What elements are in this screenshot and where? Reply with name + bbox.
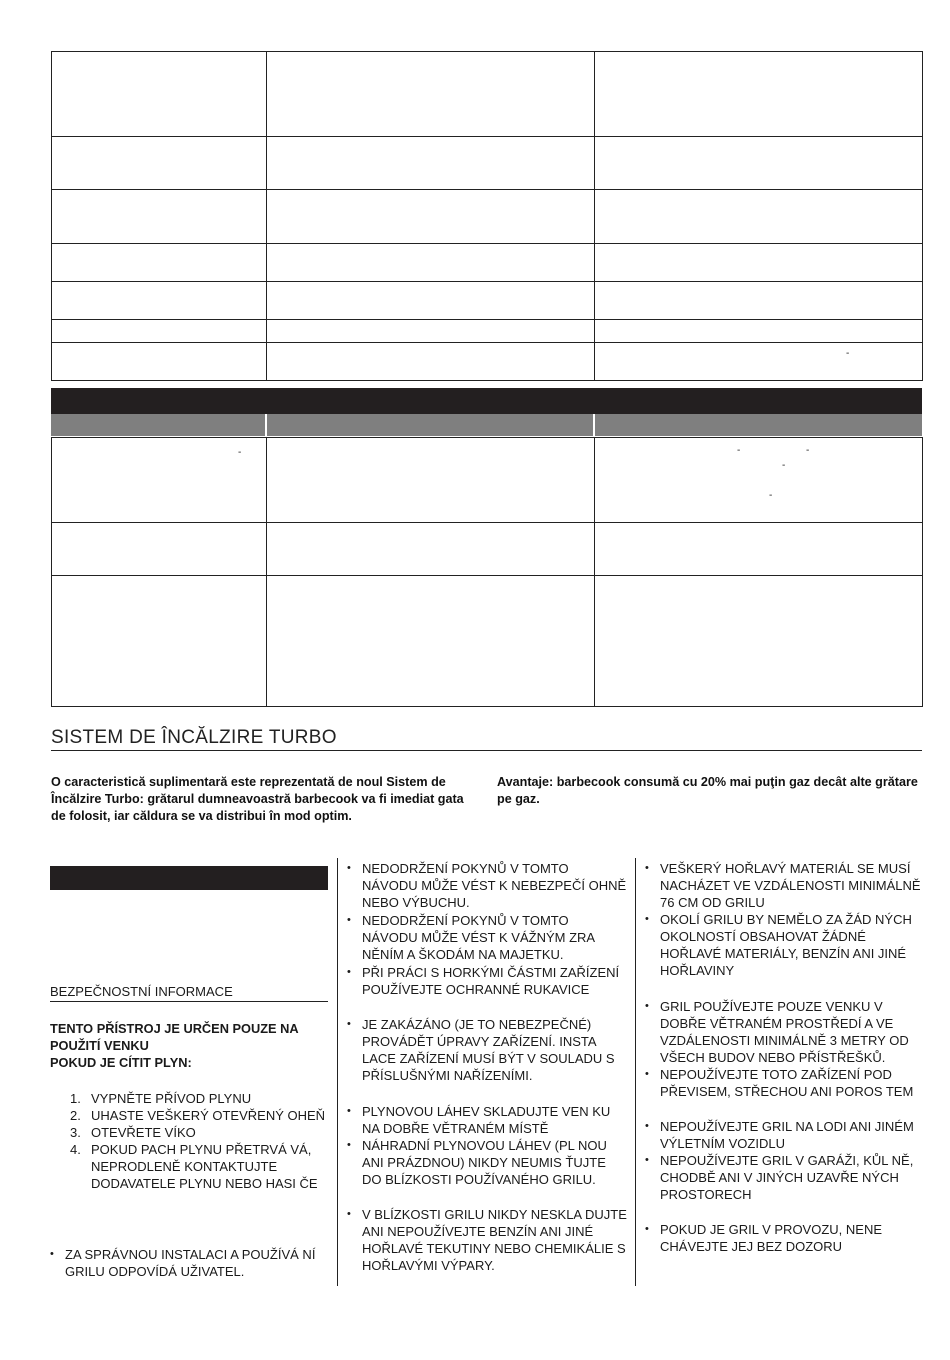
column-divider: [337, 858, 338, 1286]
table-cell: [267, 320, 595, 343]
table-cell: [52, 320, 267, 343]
dash-mark: -: [769, 490, 773, 501]
safety-header-bar: [50, 866, 328, 890]
bullet-icon: •: [347, 862, 351, 874]
column-divider: [635, 858, 636, 1286]
header-divider: [593, 414, 595, 436]
table-row: [52, 282, 923, 320]
table-cell: [595, 438, 923, 523]
safety-warning: [50, 1020, 328, 1071]
table-cell: [52, 576, 267, 707]
bullet-icon: •: [645, 1223, 649, 1235]
lower-table: [51, 437, 923, 707]
bullet-icon: •: [645, 1154, 649, 1166]
bullet-icon: •: [347, 1105, 351, 1117]
bullet-icon: •: [347, 966, 351, 978]
table-title-bar: [51, 388, 922, 414]
bullet-icon: •: [50, 1248, 54, 1260]
table-row: [52, 52, 923, 137]
dash-mark: -: [782, 460, 786, 471]
table-header-bar: [51, 414, 922, 436]
bullet-icon: •: [645, 1000, 649, 1012]
dash-mark: -: [846, 348, 850, 359]
upper-table: [51, 51, 923, 381]
bullet-icon: •: [347, 1208, 351, 1220]
list-item: • VEŠKERÝ HOŘLAVÝ MATERIÁL SE MUSÍ NACHÁZET VE VZDÁLENOSTI MINIMÁLNĚ 76 CM OD GRILU: [645, 861, 921, 910]
turbo-advantages: Avantaje: barbecook consumă cu 20% mai puţin gaz decât alte grătare pe gaz.: [497, 775, 918, 806]
table-cell: [52, 190, 267, 244]
table-row: [52, 320, 923, 343]
table-cell: [52, 523, 267, 576]
gas-smell-warning: POKUD JE CÍTIT PLYN:: [50, 1055, 192, 1070]
table-row: [52, 244, 923, 282]
table-cell: [52, 52, 267, 137]
list-item: • NEPOUŽÍVEJTE GRIL V GARÁŽI, KŮL NĚ, CHODBĚ ANI V JINÝCH UZAVŘE NÝCH PROSTORECH: [645, 1153, 914, 1202]
table-cell: [595, 576, 923, 707]
table-cell: [595, 523, 923, 576]
bullet-icon: •: [645, 862, 649, 874]
table-cell: [595, 343, 923, 381]
table-cell: [267, 190, 595, 244]
section-title: SISTEM DE ÎNCĂLZIRE TURBO: [51, 728, 922, 751]
table-cell: [595, 52, 923, 137]
list-item: • NÁHRADNÍ PLYNOVOU LÁHEV (PL NOU ANI PRÁZDNOU) NIKDY NEUMIS ŤUJTE DO BLÍZKOSTI POUŽÍVANÉHO GRILU.: [347, 1138, 607, 1187]
dash-mark: -: [238, 447, 242, 458]
header-divider: [265, 414, 267, 436]
table-cell: [267, 523, 595, 576]
dash-mark: -: [806, 445, 810, 456]
list-item: 1. VYPNĚTE PŘÍVOD PLYNU: [70, 1091, 252, 1106]
safety-title: BEZPEČNOSTNÍ INFORMACE: [50, 984, 328, 1002]
list-item: • GRIL POUŽÍVEJTE POUZE VENKU V DOBŘE VĚTRANÉM PROSTŘEDÍ A VE VZDÁLENOSTI MINIMÁLNĚ 3 METRY OD VŠECH BUDOV NEBO PŘÍSTŘEŠKŮ.: [645, 999, 909, 1065]
table-cell: [595, 137, 923, 190]
table-cell: [52, 244, 267, 282]
bullet-icon: •: [347, 1018, 351, 1030]
table-row: [52, 576, 923, 707]
bullet-icon: •: [347, 914, 351, 926]
list-item: • JE ZAKÁZÁNO (JE TO NEBEZPEČNÉ) PROVÁDĚT ÚPRAVY ZAŘÍZENÍ. INSTA LACE ZAŘÍZENÍ MUSÍ BÝT V SOULADU S PŘÍSLUŠNÝMI NAŘÍZENÍMI.: [347, 1017, 615, 1083]
table-cell: [595, 320, 923, 343]
table-cell: [267, 438, 595, 523]
table-row: [52, 137, 923, 190]
list-item: • PŘI PRÁCI S HORKÝMI ČÁSTMI ZAŘÍZENÍ POUŽÍVEJTE OCHRANNÉ RUKAVICE: [347, 965, 620, 997]
table-cell: [52, 282, 267, 320]
bullet-icon: •: [645, 1120, 649, 1132]
list-item: 2. UHASTE VEŠKERÝ OTEVŘENÝ OHEŇ: [70, 1108, 326, 1123]
turbo-intro: O caracteristică suplimentară este reprezentată de noul Sistem de Încălzire Turbo: grătarul dumneavoastră barbecook va fi imediat gata de folosit, iar căldura se va distribui în mod optim.: [51, 775, 464, 823]
list-item: • V BLÍZKOSTI GRILU NIKDY NESKLA DUJTE ANI NEPOUŽÍVEJTE BENZÍN ANI JINÉ HOŘLAVÉ TEKUTINY NEBO CHEMIKÁLIE S HOŘLAVÝMI VÝPARY.: [347, 1207, 627, 1273]
list-item: • NEDODRŽENÍ POKYNŮ V TOMTO NÁVODU MŮŽE VÉST K VÁŽNÝM ZRA NĚNÍM A ŠKODÁM NA MAJETKU.: [347, 913, 595, 962]
list-item: • NEDODRŽENÍ POKYNŮ V TOMTO NÁVODU MŮŽE VÉST K NEBEZPEČÍ OHNĚ NEBO VÝBUCHU.: [347, 861, 627, 910]
list-item: • NEPOUŽÍVEJTE TOTO ZAŘÍZENÍ POD PŘEVISEM, STŘECHOU ANI POROS TEM: [645, 1067, 914, 1099]
table-row: [52, 438, 923, 523]
bullet-icon: •: [645, 1068, 649, 1080]
list-item: 4. POKUD PACH PLYNU PŘETRVÁ VÁ, NEPRODLENĚ KONTAKTUJTE DODAVATELE PLYNU NEBO HASI ČE: [70, 1142, 318, 1191]
table-cell: [595, 282, 923, 320]
table-row: [52, 343, 923, 381]
table-cell: [52, 343, 267, 381]
table-row: [52, 190, 923, 244]
table-cell: [267, 52, 595, 137]
dash-mark: -: [737, 445, 741, 456]
outdoor-use-warning: TENTO PŘÍSTROJ JE URČEN POUZE NA POUŽITÍ VENKU: [50, 1021, 299, 1053]
list-item: • POKUD JE GRIL V PROVOZU, NENE CHÁVEJTE JEJ BEZ DOZORU: [645, 1222, 883, 1254]
table-row: [52, 523, 923, 576]
table-cell: [595, 190, 923, 244]
table-cell: [267, 576, 595, 707]
table-cell: [267, 282, 595, 320]
list-item: • NEPOUŽÍVEJTE GRIL NA LODI ANI JINÉM VÝLETNÍM VOZIDLU: [645, 1119, 914, 1151]
table-cell: [267, 137, 595, 190]
bullet-icon: •: [347, 1139, 351, 1151]
list-item: • PLYNOVOU LÁHEV SKLADUJTE VEN KU NA DOBŘE VĚTRANÉM MÍSTĚ: [347, 1104, 611, 1136]
bullet-icon: •: [645, 913, 649, 925]
table-cell: [267, 343, 595, 381]
list-item: 3. OTEVŘETE VÍKO: [70, 1125, 196, 1140]
table-cell: [52, 438, 267, 523]
list-item: • ZA SPRÁVNOU INSTALACI A POUŽÍVÁ NÍ GRILU ODPOVÍDÁ UŽIVATEL.: [50, 1247, 316, 1279]
gas-smell-steps: [70, 1090, 328, 1192]
table-cell: [52, 137, 267, 190]
list-item: • OKOLÍ GRILU BY NEMĚLO ZA ŽÁD NÝCH OKOLNOSTÍ OBSAHOVAT ŽÁDNÉ HOŘLAVÉ MATERIÁLY, BENZÍN ANI JINÉ HOŘLAVINY: [645, 912, 912, 978]
table-cell: [595, 244, 923, 282]
table-cell: [267, 244, 595, 282]
